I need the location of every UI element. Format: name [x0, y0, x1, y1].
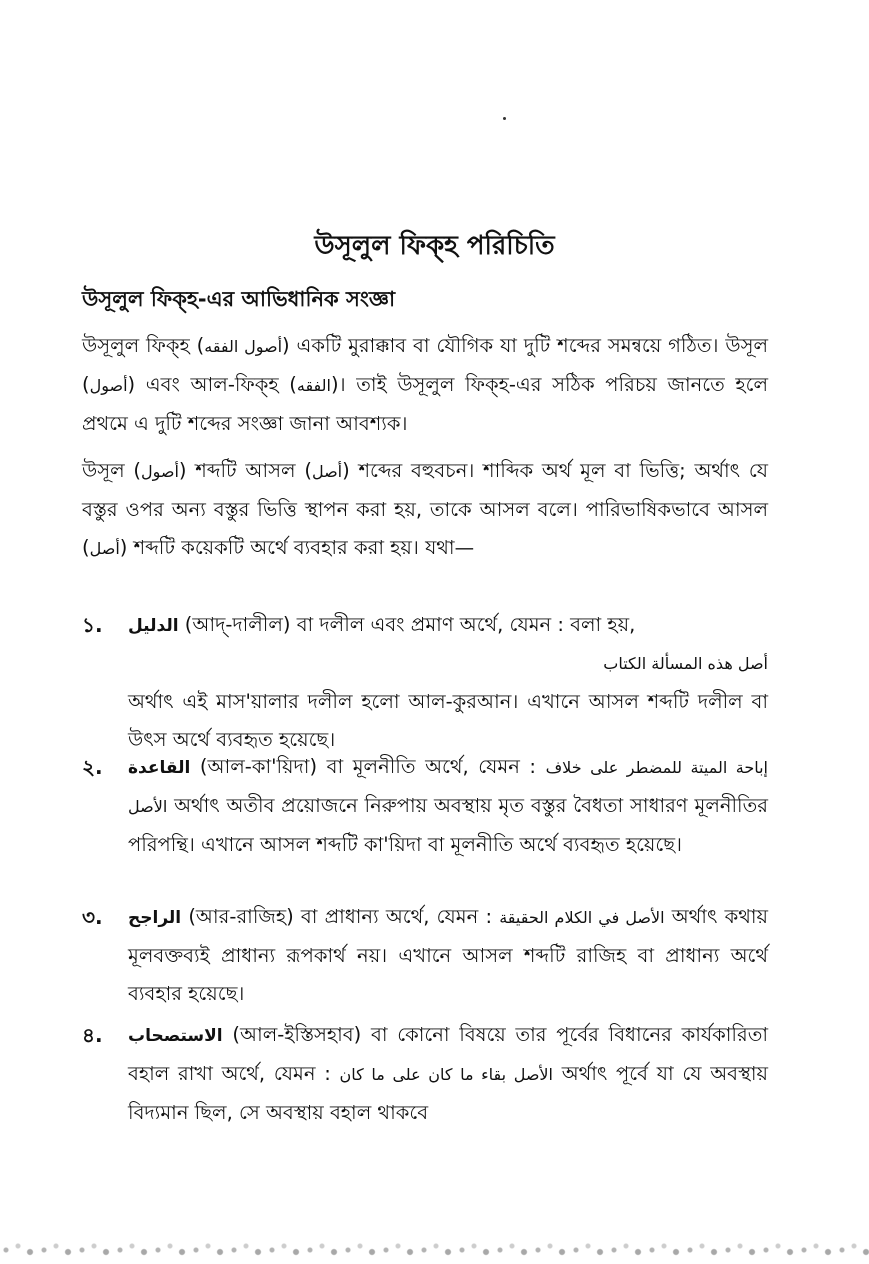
- section-heading: উসূলুল ফিক্‌হ-এর আভিধানিক সংজ্ঞা: [82, 287, 396, 311]
- text-segment: (আল-কা'য়িদা) বা মূলনীতি অর্থে, যেমন :: [190, 755, 546, 778]
- text-segment: অর্থাৎ অতীব প্রয়োজনে নিরুপায় অবস্থায় মৃত বস্তুর বৈধতা সাধারণ মূলনীতির পরিপন্থি। এখানে আসল শব্দটি কা'য়িদা বা মূলনীতি অর্থে ব্যবহৃত হয়েছে।: [128, 794, 768, 856]
- text-segment: অর্থাৎ পূর্বে যা যে অবস্থায় বিদ্যমান ছিল, সে অবস্থায় বহাল থাকবে: [128, 1062, 768, 1124]
- text-segment: অর্থাৎ এই মাস'য়ালার দলীল হলো আল-কুরআন। এখানে আসল শব্দটি দলীল বা উৎস অর্থে ব্যবহৃত হয়েছে।: [128, 690, 768, 751]
- paragraph-definition: [82, 327, 768, 443]
- arabic-example: إباحة الميتة للمضطر على خلاف الأصل: [128, 758, 768, 816]
- item-number: ৩.: [82, 905, 103, 929]
- text-segment: ) এবং আল-ফিক্‌হ (: [127, 373, 297, 396]
- text-segment: )। তাই উসূলুল ফিক্‌হ-এর সঠিক পরিচয় জানতে হলে প্রথমে এ দুটি শব্দের সংজ্ঞা জানা আবশ্যক।: [82, 373, 768, 435]
- arabic-term: أصول الفقه: [204, 337, 283, 356]
- item-body: [128, 606, 768, 759]
- text-segment: ) শব্দের বহুবচন। শাব্দিক অর্থ মূল বা ভিত্তি; অর্থাৎ যে বস্তুর ওপর অন্য বস্তুর ভিত্তি স্থাপন করা হয়, তাকে আসল বলে। পারিভাষিকভাবে আসল (: [82, 459, 768, 559]
- item-body: [128, 1016, 768, 1132]
- list-item: [82, 748, 768, 864]
- text-segment: ) শব্দটি আসল (: [178, 459, 312, 482]
- text-segment: ) একটি মুরাক্কাব বা যৌগিক যা দুটি শব্দের সমন্বয়ে গঠিত। উসূল (: [82, 334, 768, 396]
- page-title: উসূলুল ফিক্‌হ পরিচিতি: [314, 231, 555, 261]
- arabic-term: الراجح: [128, 908, 182, 928]
- arabic-example: أصل هذه المسألة الكتاب: [603, 654, 768, 673]
- arabic-term: الدليل: [128, 616, 179, 636]
- paragraph-usul-meaning: [82, 452, 768, 568]
- item-number: ৪.: [82, 1023, 103, 1047]
- text-segment: অর্থাৎ কথায় মূলবক্তব্যই প্রাধান্য রূপকার্থ নয়। এখানে আসল শব্দটি রাজিহ বা প্রাধান্য অর্থে ব্যবহার হয়েছে।: [128, 905, 768, 1005]
- arabic-example: الأصل في الكلام الحقيقة: [499, 908, 665, 927]
- decorative-border: [0, 1236, 869, 1264]
- ink-speck: [503, 117, 506, 120]
- text-segment: ) শব্দটি কয়েকটি অর্থে ব্যবহার করা হয়। যথা—: [119, 536, 475, 559]
- item-number: ১.: [82, 613, 103, 637]
- list-item: [82, 606, 768, 759]
- text-segment: উসূলুল ফিক্‌হ (: [82, 334, 205, 357]
- text-segment: (আর-রাজিহ) বা প্রাধান্য অর্থে, যেমন :: [181, 905, 500, 928]
- text-segment: (আদ্-দালীল) বা দলীল এবং প্রমাণ অর্থে, যেমন : বলা হয়,: [178, 613, 636, 636]
- item-body: [128, 898, 768, 1013]
- arabic-term: أصول: [140, 462, 179, 481]
- arabic-term: أصل: [89, 539, 120, 558]
- list-item: [82, 1016, 768, 1132]
- arabic-term: القاعدة: [128, 758, 191, 778]
- arabic-term: الفقه: [296, 376, 331, 395]
- text-segment: উসূল (: [82, 459, 141, 482]
- arabic-term: أصول: [89, 376, 128, 395]
- item-number: ২.: [82, 755, 103, 779]
- arabic-term: الاستصحاب: [128, 1026, 223, 1046]
- list-item: [82, 898, 768, 1013]
- text-segment: (আল-ইস্তিসহাব) বা কোনো বিষয়ে তার পূর্বের বিধানের কার্যকারিতা বহাল রাখা অর্থে, যেমন :: [128, 1023, 768, 1085]
- item-body: [128, 748, 768, 864]
- arabic-term: أصل: [311, 462, 343, 481]
- arabic-example: الأصل بقاء ما كان على ما كان: [339, 1065, 553, 1084]
